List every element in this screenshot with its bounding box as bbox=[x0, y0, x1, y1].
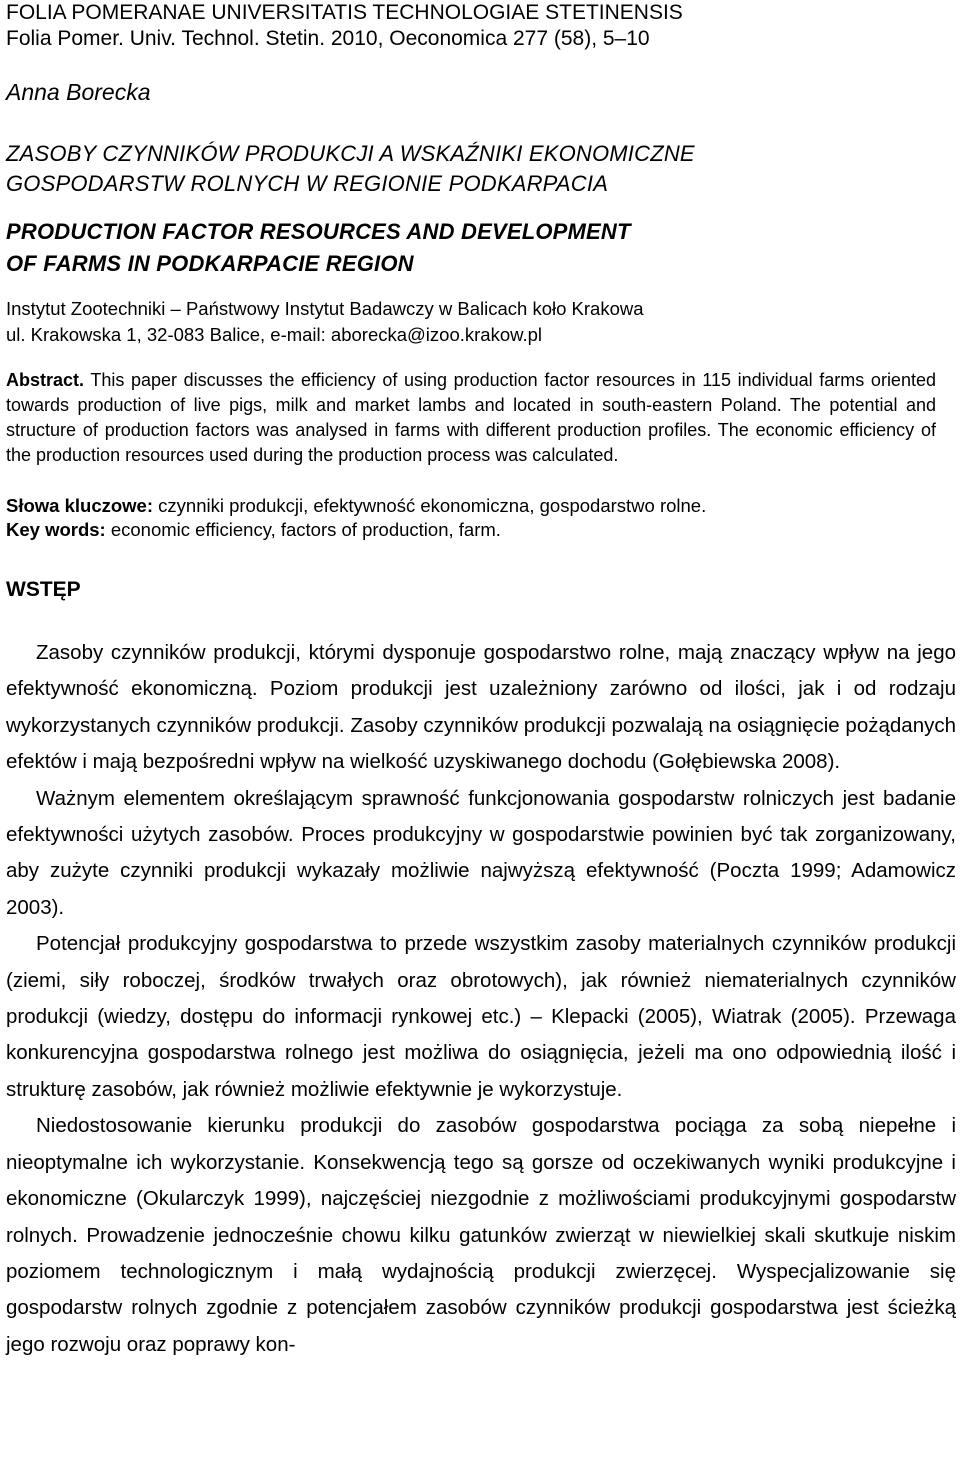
title-english bbox=[6, 216, 956, 280]
keywords-polish-label: Słowa kluczowe: bbox=[6, 495, 154, 516]
abstract-text: This paper discusses the efficiency of using production factor resources in 115 individual farms oriented towards production of live pigs, milk and market lambs and located in south-eastern Poland. The potential and structure of production factors was analysed in farms with different production profiles. The economic efficiency of the production resources used during the production process was calculated. bbox=[6, 370, 936, 465]
title-polish-line: GOSPODARSTW ROLNYCH W REGIONIE PODKARPACIA bbox=[6, 171, 609, 196]
title-english-line: PRODUCTION FACTOR RESOURCES AND DEVELOPMENT bbox=[6, 219, 631, 244]
keywords-english-label: Key words: bbox=[6, 519, 106, 540]
keywords-polish-text: czynniki produkcji, efektywność ekonomiczna, gospodarstwo rolne. bbox=[158, 495, 707, 516]
section-heading: WSTĘP bbox=[6, 578, 81, 601]
keywords-english bbox=[6, 518, 956, 542]
title-polish-line: ZASOBY CZYNNIKÓW PRODUKCJI A WSKAŹNIKI EKONOMICZNE bbox=[6, 141, 695, 166]
abstract-label: Abstract. bbox=[6, 370, 85, 390]
journal-citation: Folia Pomer. Univ. Technol. Stetin. 2010, Oeconomica 277 (58), 5–10 bbox=[6, 27, 650, 50]
title-polish bbox=[6, 139, 956, 199]
abstract bbox=[6, 368, 936, 468]
keywords-english-text: economic efficiency, factors of production, farm. bbox=[110, 519, 501, 540]
affiliation-line: ul. Krakowska 1, 32-083 Balice, e-mail: aborecka@izoo.krakow.pl bbox=[6, 324, 543, 345]
body-paragraph: Zasoby czynników produkcji, którymi dysponuje gospodarstwo rolne, mają znaczący wpływ na jego efektywność ekonomiczną. Poziom produkcji jest uzależniony zarówno od ilości, jak i od rodzaju wykorzystanych czynników produkcji. Zasoby czynników produkcji pozwalają na osiągnięcie pożądanych efektów i mają bezpośredni wpływ na wielkość uzyskiwanego dochodu (Gołębiewska 2008). bbox=[6, 641, 956, 774]
body-paragraph: Ważnym elementem określającym sprawność funkcjonowania gospodarstw rolniczych jest badanie efektywności użytych zasobów. Proces produkcyjny w gospodarstwie powinien być tak zorganizowany, aby zużyte czynniki produkcji wykazały możliwie najwyższą efektywność (Poczta 1999; Adamowicz 2003). bbox=[6, 786, 956, 919]
journal-name: FOLIA POMERANAE UNIVERSITATIS TECHNOLOGIAE STETINENSIS bbox=[6, 1, 683, 24]
keywords-polish bbox=[6, 494, 956, 518]
affiliation-line: Instytut Zootechniki – Państwowy Instytut Badawczy w Balicach koło Krakowa bbox=[6, 298, 644, 319]
title-english-line: OF FARMS IN PODKARPACIE REGION bbox=[6, 251, 414, 276]
body-paragraph: Potencjał produkcyjny gospodarstwa to przede wszystkim zasoby materialnych czynników produkcji (ziemi, siły roboczej, środków trwałych oraz obrotowych), jak również niematerialnych czynników produkcji (wiedzy, dostępu do informacji rynkowej etc.) – Klepacki (2005), Wiatrak (2005). Przewaga konkurencyjna gospodarstwa rolnego jest możliwa do osiągnięcia, jeżeli ma ono odpowiednią ilość i strukturę zasobów, jak również możliwie efektywnie je wykorzystuje. bbox=[6, 932, 956, 1101]
journal-header bbox=[6, 0, 956, 52]
author-name: Anna Borecka bbox=[6, 79, 151, 105]
article-page bbox=[6, 0, 956, 1363]
body-paragraph: Niedostosowanie kierunku produkcji do zasobów gospodarstwa pociąga za sobą niepełne i nieoptymalne ich wykorzystanie. Konsekwencją tego są gorsze od oczekiwanych wyniki produkcyjne i ekonomiczne (Okularczyk 1999), najczęściej niezgodnie z możliwościami produkcyjnymi gospodarstw rolnych. Prowadzenie jednocześnie chowu kilku gatunków zwierząt w niewielkiej skali skutkuje niskim poziomem technologicznym i małą wydajnością produkcji zwierzęcej. Wyspecjalizowanie się gospodarstw rolnych zgodnie z potencjałem zasobów czynników produkcji gospodarstwa jest ścieżką jego rozwoju oraz poprawy kon- bbox=[6, 1114, 956, 1356]
body-text bbox=[6, 635, 956, 1363]
keywords-block bbox=[6, 494, 956, 542]
affiliation bbox=[6, 296, 956, 348]
